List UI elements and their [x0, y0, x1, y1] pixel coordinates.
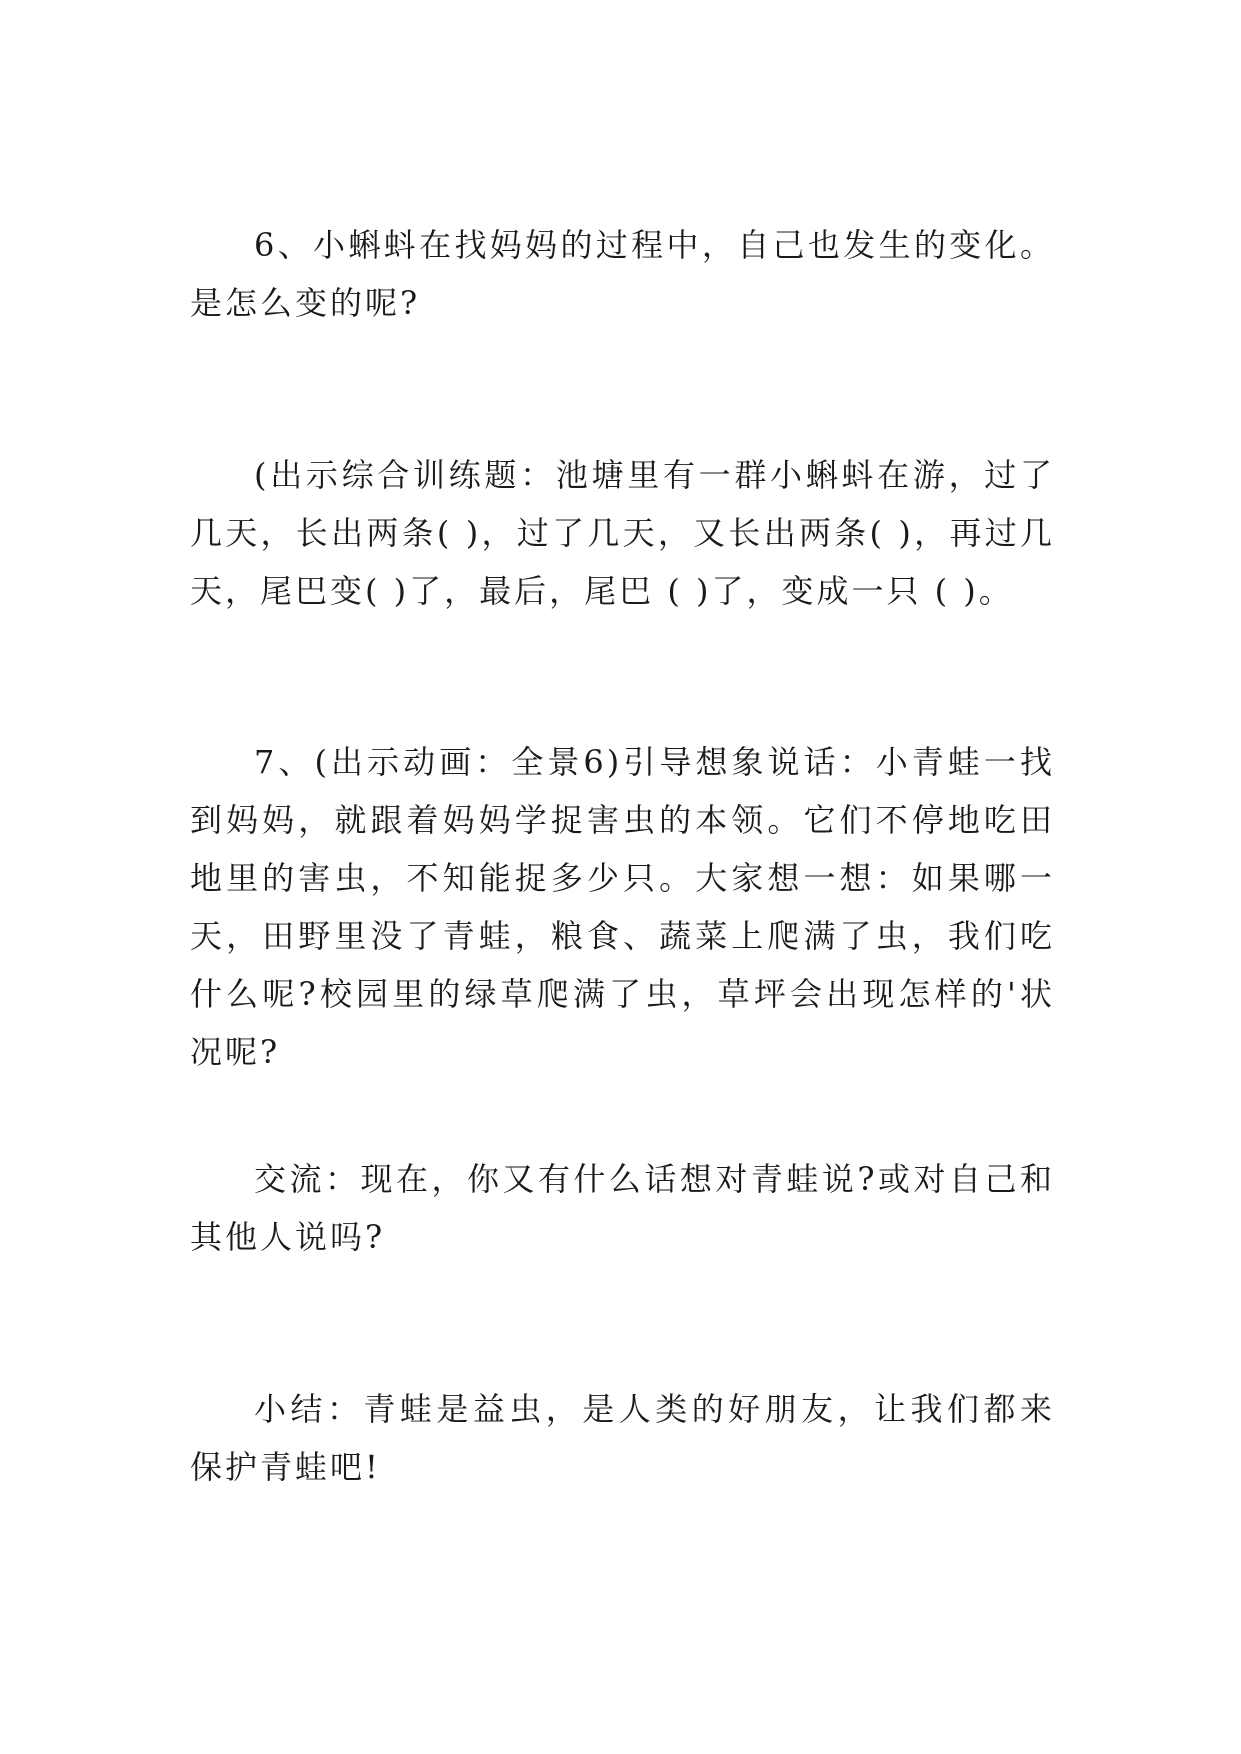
paragraph-exercise: (出示综合训练题：池塘里有一群小蝌蚪在游，过了几天，长出两条( )，过了几天，又长出两条( )，再过几天，尾巴变( )了，最后，尾巴 ( )了，变成一只 ( )。 [190, 456, 1055, 610]
paragraph-summary: 小结：青蛙是益虫，是人类的好朋友，让我们都来保护青蛙吧! [190, 1390, 1055, 1486]
paragraph-discussion: 交流：现在，你又有什么话想对青蛙说?或对自己和其他人说吗? [190, 1160, 1055, 1256]
paragraph-question-7: 7、(出示动画：全景6)引导想象说话：小青蛙一找到妈妈，就跟着妈妈学捉害虫的本领。它们不停地吃田地里的害虫，不知能捉多少只。大家想一想：如果哪一天，田野里没了青蛙，粮食、蔬菜上爬满了虫，我们吃什么呢?校园里的绿草爬满了虫，草坪会出现怎样的'状况呢? [190, 743, 1055, 1071]
paragraph-question-6: 6、小蝌蚪在找妈妈的过程中，自己也发生的变化。是怎么变的呢? [190, 226, 1055, 322]
